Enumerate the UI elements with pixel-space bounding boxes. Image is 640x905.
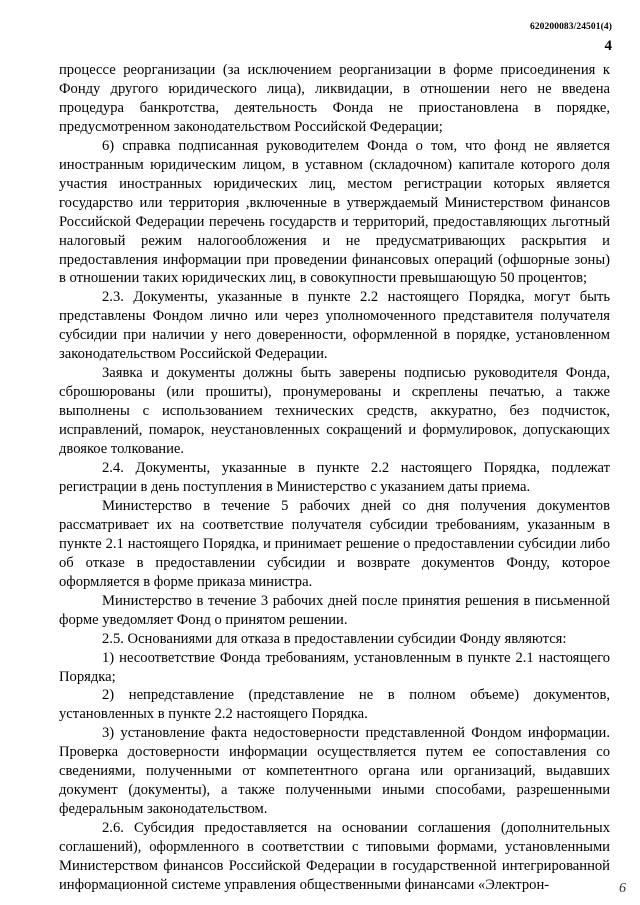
paragraph: Министерство в течение 3 рабочих дней после принятия решения в письменной форме уведомляет Фонд о принятом решении. — [59, 592, 610, 628]
paragraph: 2.6. Субсидия предоставляется на основании соглашения (дополнительных соглашений), оформленного в соответствии с типовыми формами, установленными Министерством финансов Российской Федерации в государственной интегрированной информационной системе управления общественными финансами «Электрон- — [59, 820, 610, 893]
page-number: 4 — [604, 38, 612, 54]
paragraph: 2.3. Документы, указанные в пункте 2.2 настоящего Порядка, могут быть представлены Фондом лично или через уполномоченного представителя получателя субсидии при наличии у него доверенности, оформленной в порядке, установленном законодательством Российской Федерации. — [59, 289, 610, 363]
paragraph: 1) несоответствие Фонда требованиям, установленным в пункте 2.1 настоящего Порядка; — [59, 649, 610, 685]
handwritten-mark: 6 — [619, 881, 626, 896]
paragraph: процессе реорганизации (за исключением реорганизации в форме присоединения к Фонду другого юридического лица), ликвидации, в отношении него не введена процедура банкротства, деятельность Фонда не приостановлена в порядке, предусмотренном законодательством Российской Федерации; — [59, 62, 610, 135]
paragraph: 2.4. Документы, указанные в пункте 2.2 настоящего Порядка, подлежат регистрации в день поступления в Министерство с указанием даты приема. — [59, 460, 610, 495]
paragraph: 2) непредставление (представление не в полном объеме) документов, установленных в пункте 2.2 настоящего Порядка. — [59, 687, 610, 723]
document-body — [59, 61, 610, 895]
paragraph: Министерство в течение 5 рабочих дней со дня получения документов рассматривает их на соответствие получателя субсидии требованиям, указанным в пункте 2.1 настоящего Порядка, и принимает решение о предоставлении субсидии либо об отказе в предоставлении субсидии и возврате документов Фонду, которое оформляется в форме приказа министра. — [59, 497, 610, 590]
document-id: 620200083/24501(4) — [529, 22, 612, 32]
paragraph: Заявка и документы должны быть заверены подписью руководителя Фонда, сброшюрованы (или прошиты), пронумерованы и скреплены печатью, а также выполнены с использованием технических средств, аккуратно, без подчисток, исправлений, помарок, неустановленных сокращений и формулировок, допускающих двоякое толкование. — [59, 365, 610, 458]
paragraph: 3) установление факта недостоверности представленной Фондом информации. Проверка достоверности информации осуществляется путем ее сопоставления со сведениями, полученными от компетентного органа или организаций, выдавших документ (документы), а также полученными иными способами, разрешенными федеральным законодательством. — [59, 725, 610, 818]
paragraph: 6) справка подписанная руководителем Фонда о том, что фонд не является иностранным юридическим лицом, в уставном (складочном) капитале которого доля участия иностранных юридических лиц, местом регистрации которых является государство или территория ,включенные в утверждаемый Министерством финансов Российской Федерации перечень государств и территорий, предоставляющих льготный налоговый режим налогообложения и не предусматривающих раскрытия и предоставления информации при проведении финансовых операций (офшорные зоны) в отношении таких юридических лиц, в совокупности превышающую 50 процентов; — [59, 137, 610, 287]
paragraph: 2.5. Основаниями для отказа в предоставлении субсидии Фонду являются: — [102, 630, 567, 647]
